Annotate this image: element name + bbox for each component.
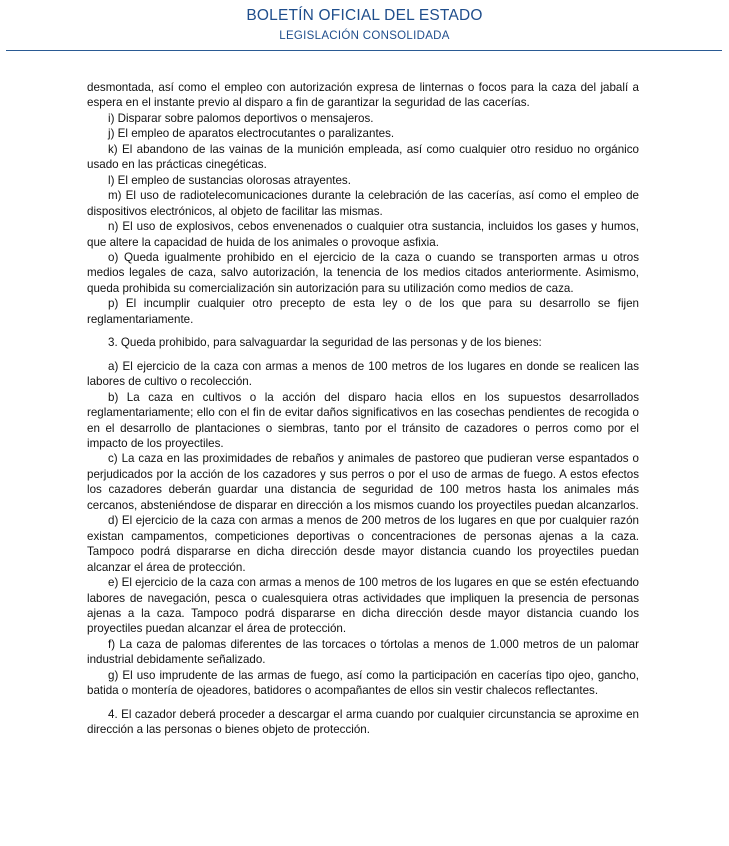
paragraph-item-g: g) El uso imprudente de las armas de fuego, así como la participación en cacerías tipo ojeo, gancho, batida o montería de ojeadores, batidores o acompañantes de ellos sin vestir chalecos reflectantes. [87, 668, 639, 698]
paragraph-section-4: 4. El cazador deberá proceder a descargar el arma cuando por cualquier circunstancia se aproxime en dirección a las personas o bienes objeto de protección. [87, 707, 639, 737]
paragraph-item-j: j) El empleo de aparatos electrocutantes o paralizantes. [108, 127, 395, 141]
paragraph-item-l: l) El empleo de sustancias olorosas atrayentes. [108, 173, 351, 187]
paragraph-item-k: k) El abandono de las vainas de la munición empleada, así como cualquier otro residuo no orgánico usado en las prácticas cinegéticas. [87, 142, 639, 172]
paragraph-item-n: n) El uso de explosivos, cebos envenenados o cualquier otra sustancia, incluidos los gases y humos, que altere la capacidad de huida de los animales o provoque asfixia. [87, 220, 639, 249]
paragraph-item-b: b) La caza en cultivos o la acción del disparo hacia ellos en los supuestos desarrollados reglamentariamente; ello con el fin de evitar daños significativos en las cosechas pendientes de recogida o en el desarrollo de plantaciones o siembras, tanto por el tránsito de cazadores o perros como por el impacto de los proyectiles. [87, 390, 639, 450]
header-subtitle: LEGISLACIÓN CONSOLIDADA [279, 30, 450, 42]
paragraph-item-e: e) El ejercicio de la caza con armas a menos de 100 metros de los lugares en que se estén efectuando labores de navegación, pesca o cualesquiera otras actividades que impliquen la presencia de personas ajenas a la caza. Tampoco podrá dispararse en dicha dirección desde mayor distancia cuando los proyectiles puedan alcanzar el área de protección. [87, 576, 639, 636]
header-title: BOLETÍN OFICIAL DEL ESTADO [246, 7, 483, 24]
paragraph-item-o: o) Queda igualmente prohibido en el ejercicio de la caza o cuando se transporten armas u otros medios legales de caza, salvo autorización, la tenencia de los medios citados anteriormente. Asimismo, queda prohibida su comercialización sin autorización para su utilización como medios de caza. [87, 250, 639, 295]
paragraph-item-c: c) La caza en las proximidades de rebaños y animales de pastoreo que pudieran verse espantados o perjudicados por la acción de los cazadores y sus perros o por el uso de armas de fuego. A estos efectos los cazadores deberán guardar una distancia de seguridad de 100 metros hasta los animales más cercanos, absteniéndose de disparar en dirección a los mismos cuando los proyectiles puedan alcanzarlos. [87, 452, 639, 512]
document-body [87, 80, 639, 738]
paragraph-section-3: 3. Queda prohibido, para salvaguardar la seguridad de las personas y de los bienes: [108, 336, 542, 350]
paragraph-item-f: f) La caza de palomas diferentes de las torcaces o tórtolas a menos de 1.000 metros de un palomar industrial debidamente señalizado. [87, 637, 639, 667]
paragraph-continuation: desmontada, así como el empleo con autorización expresa de linternas o focos para la caza del jabalí a espera en el instante previo al disparo a fin de garantizar la seguridad de las cacerías. [87, 81, 639, 110]
paragraph-item-p: p) El incumplir cualquier otro precepto de esta ley o de los que para su desarrollo se fijen reglamentariamente. [87, 297, 639, 326]
header-divider [6, 50, 722, 51]
paragraph-item-d: d) El ejercicio de la caza con armas a menos de 200 metros de los lugares en que por cualquier razón existan campamentos, competiciones deportivas o concentraciones de personas ajenas a la caza. Tampoco podrá dispararse en dicha dirección desde mayor distancia cuando los proyectiles puedan alcanzar el área de protección. [87, 514, 639, 574]
paragraph-item-i: i) Disparar sobre palomos deportivos o mensajeros. [108, 111, 374, 125]
paragraph-item-a: a) El ejercicio de la caza con armas a menos de 100 metros de los lugares en donde se realicen las labores de cultivo o recolección. [87, 359, 639, 389]
paragraph-item-m: m) El uso de radiotelecomunicaciones durante la celebración de las cacerías, así como el empleo de dispositivos electrónicos, al objeto de facilitar las mismas. [87, 189, 639, 218]
